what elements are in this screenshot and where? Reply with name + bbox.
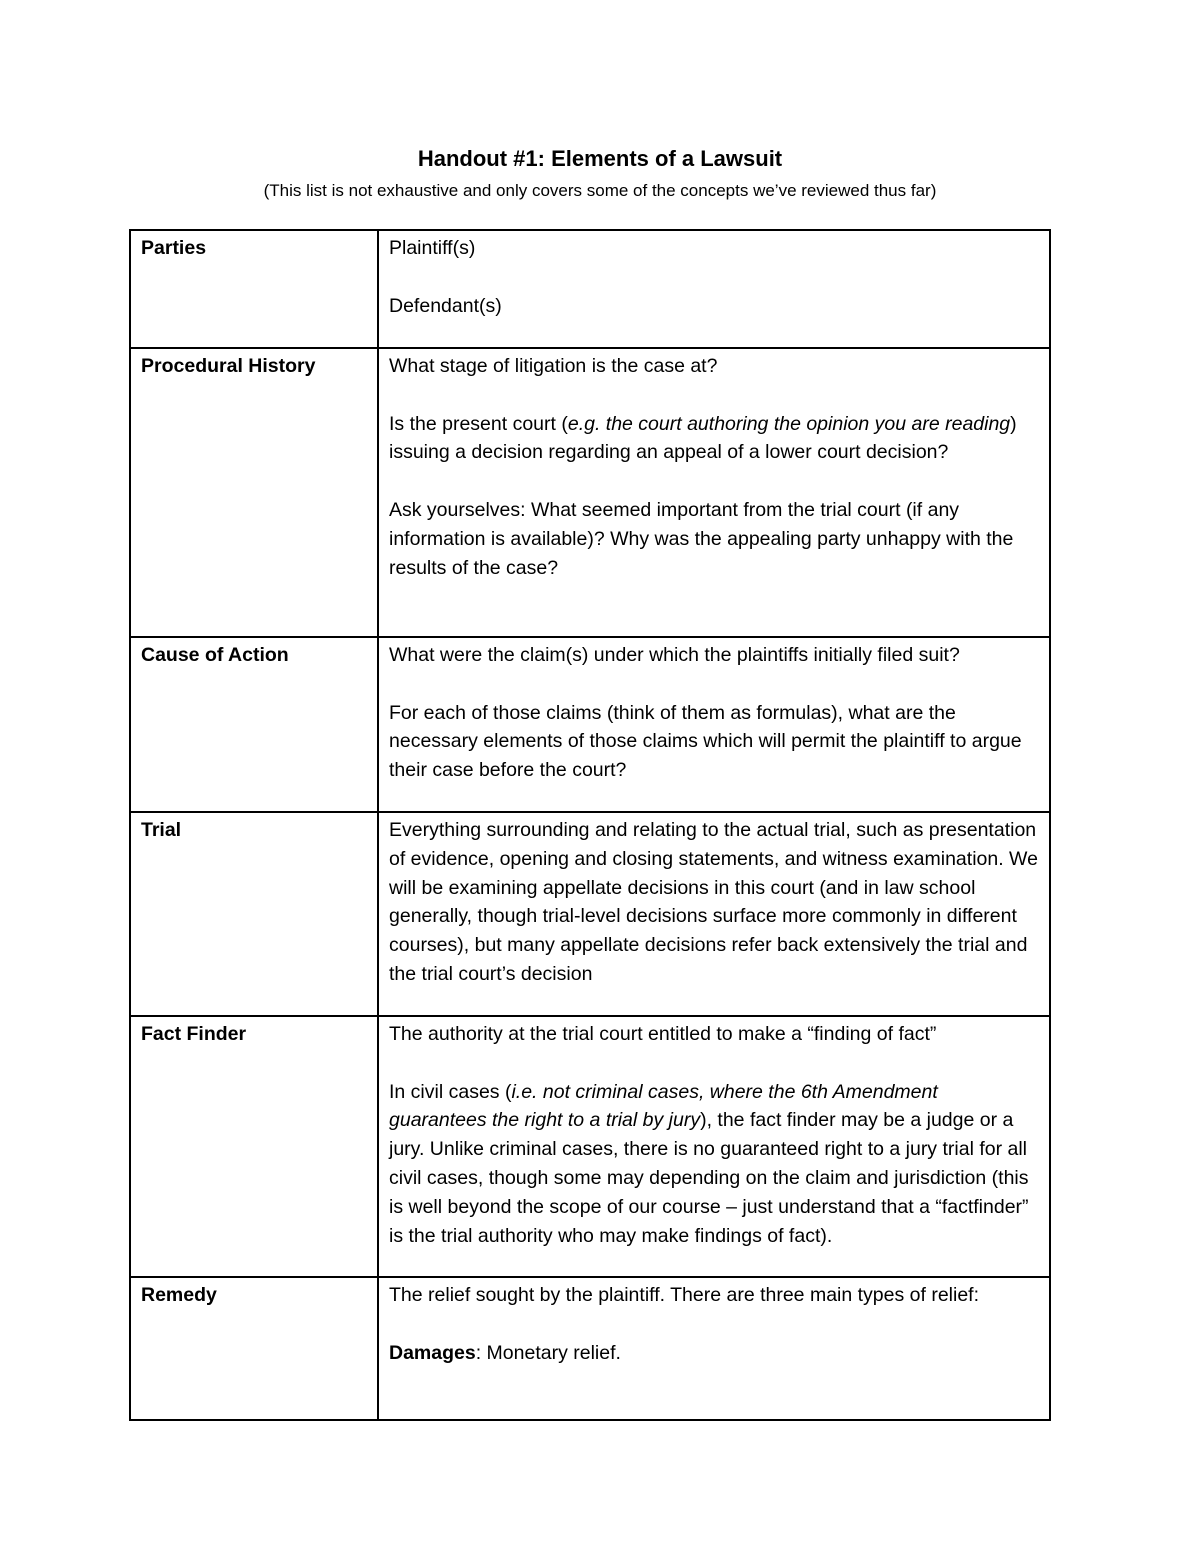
factfinder-civil-cases: In civil cases (i.e. not criminal cases, where the 6th Amendment guarantees the right to a trial by jury), the fact finder may be a judge or a jury. Unlike criminal cases, there is no guaranteed right to a jury trial for all civil cases, though some may depending on the claim and jurisdiction (this is well beyond the scope of our course – just understand that a “factfinder” is the trial authority who may make findings of fact). — [389, 1080, 1029, 1247]
table-row-parties — [130, 230, 1050, 348]
parties-defendant-text: Defendant(s) — [389, 294, 502, 317]
elements-table — [129, 229, 1051, 1421]
table-row-remedy — [130, 1277, 1050, 1420]
row-label-parties: Parties — [130, 230, 378, 348]
procedural-ask-yourselves: Ask yourselves: What seemed important from the trial court (if any information is available)? Why was the appealing party unhappy with the results of the case? — [389, 498, 1014, 579]
row-label-remedy: Remedy — [130, 1277, 378, 1420]
table-row-cause-of-action — [130, 637, 1050, 812]
trial-description: Everything surrounding and relating to the actual trial, such as presentation of evidence, opening and closing statements, and witness examination. We will be examining appellate decisions in this court (and in law school generally, though trial-level decisions surface more commonly in different courses), but many appellate decisions refer back extensively the trial and the trial court’s decision — [389, 819, 1038, 985]
row-content-cause-of-action — [378, 637, 1050, 812]
row-content-trial — [378, 812, 1050, 1016]
factfinder-example-italic: i.e. not criminal cases, where the 6th Amendment guarantees the right to a trial by jury — [389, 1080, 938, 1132]
remedy-damages: Damages: Monetary relief. — [389, 1341, 621, 1364]
row-content-fact-finder — [378, 1016, 1050, 1277]
row-label-trial: Trial — [130, 812, 378, 1016]
row-content-remedy — [378, 1277, 1050, 1420]
parties-plaintiff-text: Plaintiff(s) — [389, 237, 476, 259]
factfinder-definition: The authority at the trial court entitled to make a “finding of fact” — [389, 1023, 937, 1045]
table-row-trial — [130, 812, 1050, 1016]
row-label-fact-finder: Fact Finder — [130, 1016, 378, 1277]
document-subtitle: (This list is not exhaustive and only covers some of the concepts we’ve reviewed thus far) — [263, 181, 937, 200]
table-row-fact-finder — [130, 1016, 1050, 1277]
row-content-procedural-history — [378, 348, 1050, 637]
procedural-appeal-question: Is the present court (e.g. the court authoring the opinion you are reading) issuing a decision regarding an appeal of a lower court decision? — [389, 412, 1017, 464]
cause-claims-question: What were the claim(s) under which the plaintiffs initially filed suit? — [389, 644, 960, 666]
row-label-procedural-history: Procedural History — [130, 348, 378, 637]
procedural-example-italic: e.g. the court authoring the opinion you are reading — [567, 412, 1011, 435]
damages-term: Damages — [389, 1341, 476, 1364]
row-content-parties — [378, 230, 1050, 348]
remedy-definition: The relief sought by the plaintiff. There are three main types of relief: — [389, 1284, 980, 1306]
document-title: Handout #1: Elements of a Lawsuit — [417, 146, 783, 171]
procedural-stage-question: What stage of litigation is the case at? — [389, 355, 718, 377]
row-label-cause-of-action: Cause of Action — [130, 637, 378, 812]
table-row-procedural-history — [130, 348, 1050, 637]
cause-elements-question: For each of those claims (think of them as formulas), what are the necessary elements of those claims which will permit the plaintiff to argue their case before the court? — [389, 701, 1022, 782]
